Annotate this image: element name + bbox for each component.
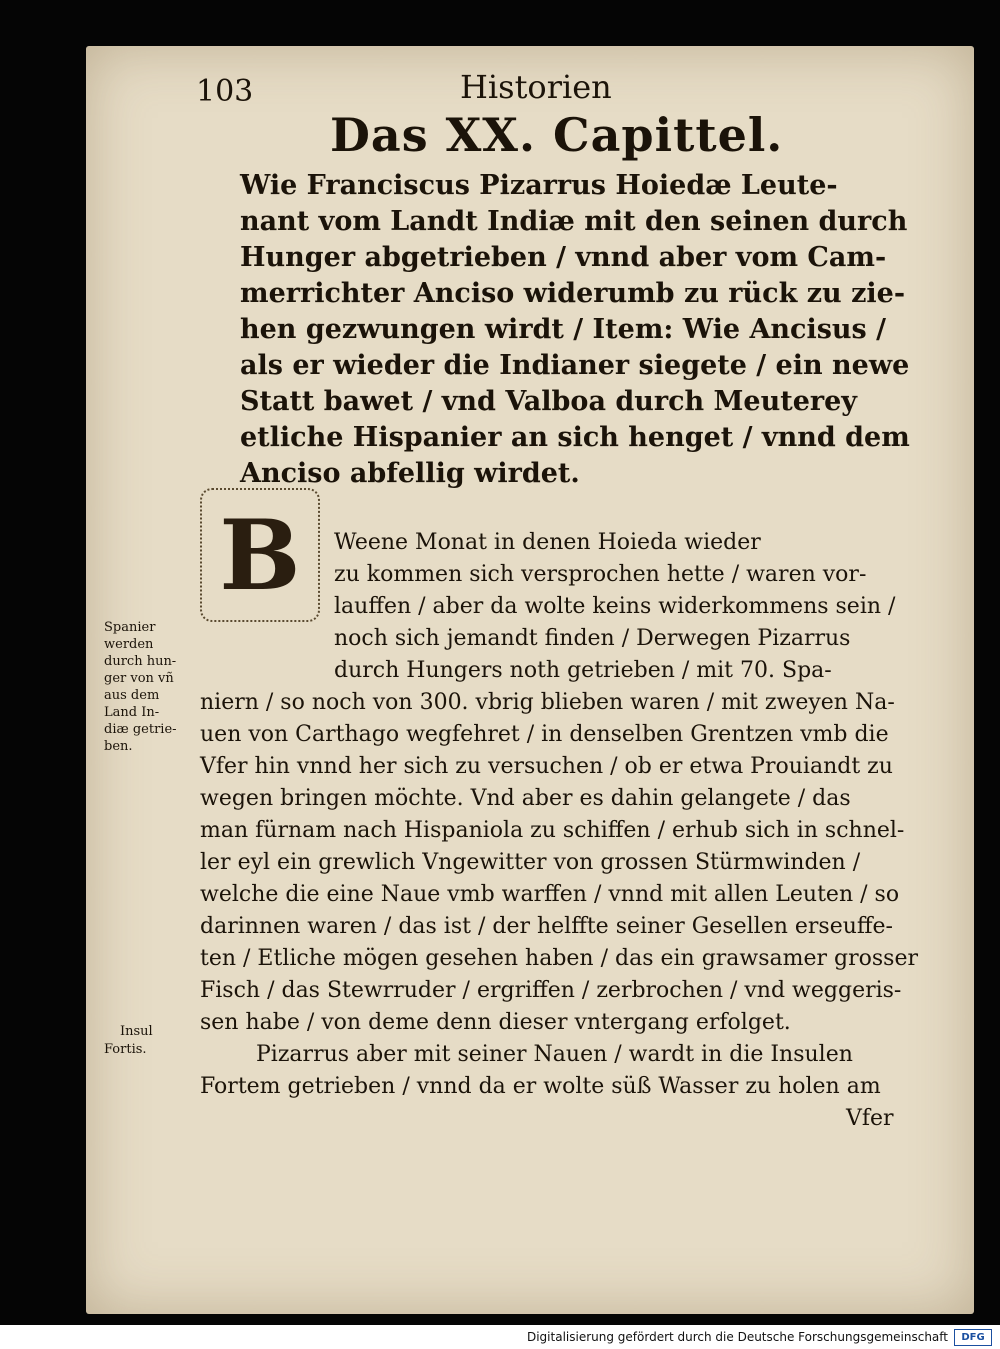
summary-line: etliche Hispanier an sich henget / vnnd dem [240, 422, 910, 453]
margin-note-line: ben. [104, 739, 133, 754]
body-line: Pizarrus aber mit seiner Nauen / wardt in die Insulen [256, 1042, 853, 1067]
page-number: 103 [196, 74, 254, 109]
body-line: niern / so noch von 300. vbrig blieben waren / mit zweyen Na- [200, 690, 895, 715]
body-line: Vfer hin vnnd her sich zu versuchen / ob er etwa Prouiandt zu [200, 754, 893, 779]
running-title: Historien [460, 68, 612, 106]
summary-line: Anciso abfellig wirdet. [240, 458, 580, 489]
chapter-heading: Das XX. Capittel. [330, 108, 784, 162]
margin-note-line: diæ getrie- [104, 722, 177, 737]
summary-line: Wie Franciscus Pizarrus Hoiedæ Leute- [240, 170, 838, 201]
body-line: zu kommen sich versprochen hette / waren vor- [334, 562, 867, 587]
margin-note-line: Insul [120, 1024, 153, 1039]
margin-note-line: werden [104, 637, 154, 652]
body-line: ten / Etliche mögen gesehen haben / das ein grawsamer grosser [200, 946, 918, 971]
body-line: Fisch / das Stewrruder / ergriffen / zerbrochen / vnd weggeris- [200, 978, 902, 1003]
body-line: uen von Carthago wegfehret / in denselben Grentzen vmb die [200, 722, 889, 747]
margin-note-line: durch hun- [104, 654, 177, 669]
body-line: darinnen waren / das ist / der helffte seiner Gesellen erseuffe- [200, 914, 893, 939]
margin-note-line: Fortis. [104, 1042, 147, 1057]
funding-notice: Digitalisierung gefördert durch die Deutsche Forschungsgemeinschaft [526, 1330, 948, 1344]
footer-bar [0, 1325, 1000, 1349]
summary-line: Statt bawet / vnd Valboa durch Meuterey [240, 386, 857, 417]
body-line: Weene Monat in denen Hoieda wieder [334, 530, 761, 555]
catchword: Vfer [846, 1106, 894, 1131]
margin-note-line: Spanier [104, 620, 156, 635]
body-line: ler eyl ein grewlich Vngewitter von grossen Stürmwinden / [200, 850, 861, 875]
body-line: sen habe / von deme denn dieser vntergang erfolget. [200, 1010, 791, 1035]
body-line: Fortem getrieben / vnnd da er wolte süß Wasser zu holen am [200, 1074, 881, 1099]
summary-line: hen gezwungen wirdt / Item: Wie Ancisus / [240, 314, 887, 345]
summary-line: als er wieder die Indianer siegete / ein newe [240, 350, 910, 381]
decorated-initial: B [200, 488, 320, 622]
body-line: lauffen / aber da wolte keins widerkommens sein / [334, 594, 896, 619]
body-line: welche die eine Naue vmb warffen / vnnd mit allen Leuten / so [200, 882, 900, 907]
margin-note-line: Land In- [104, 705, 160, 720]
body-line: noch sich jemandt finden / Derwegen Pizarrus [334, 626, 851, 651]
margin-note-line: ger von vñ [104, 671, 174, 686]
body-line: durch Hungers noth getrieben / mit 70. Spa- [334, 658, 832, 683]
margin-note-line: aus dem [104, 688, 160, 703]
summary-line: merrichter Anciso widerumb zu rück zu zie- [240, 278, 906, 309]
body-line: wegen bringen möchte. Vnd aber es dahin gelangete / das [200, 786, 851, 811]
summary-line: Hunger abgetrieben / vnnd aber vom Cam- [240, 242, 887, 273]
dfg-logo: DFG [954, 1329, 992, 1346]
body-line: man fürnam nach Hispaniola zu schiffen / erhub sich in schnel- [200, 818, 905, 843]
summary-line: nant vom Landt Indiæ mit den seinen durch [240, 206, 908, 237]
